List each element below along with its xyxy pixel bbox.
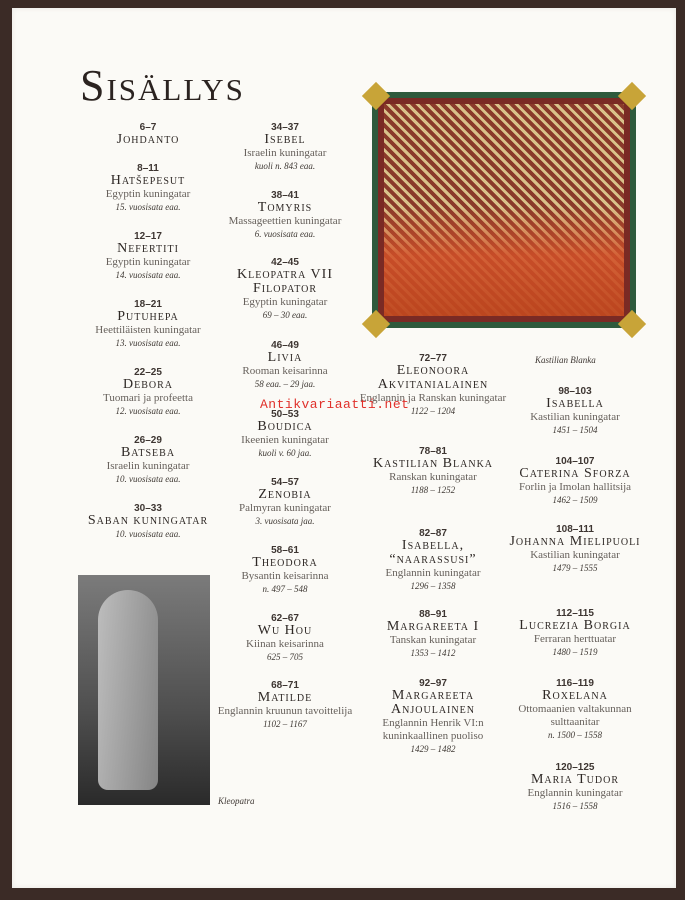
entry-dates: 1296 – 1358 bbox=[410, 581, 456, 591]
page-range: 88–91 bbox=[419, 609, 447, 620]
toc-entry bbox=[68, 503, 228, 540]
entry-dates: 1462 – 1509 bbox=[552, 495, 598, 505]
page-range: 58–61 bbox=[271, 545, 299, 556]
entry-name: Johdanto bbox=[116, 132, 180, 147]
entry-name: Nefertiti bbox=[117, 241, 179, 256]
entry-name: Margareeta I bbox=[386, 619, 480, 634]
caption-kleopatra: Kleopatra bbox=[218, 796, 255, 806]
toc-entry bbox=[500, 608, 650, 658]
entry-dates: 1188 – 1252 bbox=[410, 485, 456, 495]
entry-dates: 1480 – 1519 bbox=[552, 647, 598, 657]
watermark: Antikvariaatti.net bbox=[260, 397, 410, 412]
entry-name: Kleopatra VII Filopator bbox=[237, 267, 333, 296]
toc-entry bbox=[210, 680, 360, 730]
page-range: 104–107 bbox=[555, 456, 595, 467]
entry-description: Englannin ja Ranskan kuningatar bbox=[359, 392, 507, 404]
entry-dates: 1429 – 1482 bbox=[410, 744, 456, 754]
entry-dates: kuoli v. 60 jaa. bbox=[258, 448, 312, 458]
entry-name: Margareeta Anjoulainen bbox=[391, 688, 475, 717]
toc-entry bbox=[68, 122, 228, 147]
page-range: 54–57 bbox=[271, 477, 299, 488]
entry-dates: 625 – 705 bbox=[267, 652, 303, 662]
entry-dates: 15. vuosisata eaa. bbox=[115, 202, 181, 212]
entry-dates: 69 – 30 eaa. bbox=[262, 310, 308, 320]
entry-description: Englannin kruunun tavoittelija bbox=[217, 705, 353, 717]
page-range: 78–81 bbox=[419, 446, 447, 457]
page-range: 6–7 bbox=[139, 122, 157, 133]
entry-dates: 10. vuosisata eaa. bbox=[115, 474, 181, 484]
entry-name: Isabella bbox=[546, 396, 604, 411]
entry-description: Egyptin kuningatar bbox=[242, 296, 328, 308]
entry-name: Saban kuningatar bbox=[87, 513, 209, 528]
page-range: 108–111 bbox=[556, 524, 594, 535]
page-range: 116–119 bbox=[556, 678, 594, 689]
toc-entry bbox=[210, 340, 360, 390]
entry-dates: 58 eaa. – 29 jaa. bbox=[254, 379, 316, 389]
toc-entry bbox=[358, 609, 508, 659]
entry-name: Isebel bbox=[264, 132, 306, 147]
illustration-figure bbox=[98, 590, 158, 790]
toc-entry bbox=[358, 528, 508, 592]
entry-dates: 10. vuosisata eaa. bbox=[115, 529, 181, 539]
entry-name: Matilde bbox=[257, 690, 313, 705]
entry-description: Englannin kuningatar bbox=[385, 567, 481, 579]
entry-description: Ottomaanien valtakunnan sulttaanitar bbox=[518, 703, 632, 728]
entry-description: Egyptin kuningatar bbox=[105, 188, 191, 200]
toc-entry bbox=[500, 524, 650, 574]
page-range: 18–21 bbox=[134, 299, 162, 310]
page-title: Sisällys bbox=[80, 61, 245, 110]
toc-entry bbox=[68, 367, 228, 417]
page-range: 98–103 bbox=[558, 386, 592, 397]
entry-name: Maria Tudor bbox=[530, 772, 620, 787]
entry-name: Tomyris bbox=[257, 200, 313, 215]
page-range: 42–45 bbox=[271, 257, 299, 268]
entry-description: Ranskan kuningatar bbox=[389, 471, 477, 483]
toc-entry bbox=[500, 762, 650, 812]
toc-entry bbox=[68, 299, 228, 349]
entry-name: Theodora bbox=[252, 555, 318, 570]
toc-entry bbox=[68, 435, 228, 485]
page-range: 38–41 bbox=[271, 190, 299, 201]
page-range: 50–53 bbox=[271, 409, 299, 420]
toc-entry bbox=[358, 678, 508, 755]
page-range: 72–77 bbox=[419, 353, 447, 364]
entry-description: Tanskan kuningatar bbox=[389, 634, 477, 646]
entry-description: Israelin kuningatar bbox=[106, 460, 190, 472]
entry-description: Heettiläisten kuningatar bbox=[95, 324, 201, 336]
entry-dates: n. 497 – 548 bbox=[262, 584, 308, 594]
illustration-blanka bbox=[372, 92, 636, 328]
entry-name: Zenobia bbox=[258, 487, 312, 502]
page-range: 62–67 bbox=[271, 613, 299, 624]
page-range: 46–49 bbox=[271, 340, 299, 351]
entry-dates: 6. vuosisata eaa. bbox=[254, 229, 316, 239]
toc-entry bbox=[210, 257, 360, 321]
entry-name: Kastilian Blanka bbox=[372, 456, 494, 471]
entry-name: Batseba bbox=[120, 445, 176, 460]
entry-dates: 1353 – 1412 bbox=[410, 648, 456, 658]
entry-dates: n. 1500 – 1558 bbox=[548, 730, 602, 740]
entry-name: Roxelana bbox=[542, 688, 608, 703]
entry-name: Debora bbox=[122, 377, 173, 392]
entry-description: Israelin kuningatar bbox=[243, 147, 327, 159]
toc-entry bbox=[68, 231, 228, 281]
caption-blanka: Kastilian Blanka bbox=[535, 355, 596, 365]
entry-name: Hatšepesut bbox=[110, 173, 186, 188]
toc-entry bbox=[210, 122, 360, 172]
entry-name: Livia bbox=[267, 350, 303, 365]
page-range: 8–11 bbox=[137, 163, 159, 174]
entry-description: Englannin Henrik VI:n kuninkaallinen puoliso bbox=[382, 717, 484, 742]
entry-dates: 1451 – 1504 bbox=[552, 425, 598, 435]
page-range: 22–25 bbox=[134, 367, 162, 378]
entry-description: Forlin ja Imolan hallitsija bbox=[518, 481, 632, 493]
toc-entry bbox=[500, 678, 650, 741]
entry-name: Johanna Mielipuoli bbox=[509, 534, 641, 549]
toc-entry bbox=[500, 456, 650, 506]
page-range: 68–71 bbox=[271, 680, 299, 691]
toc-entry bbox=[500, 386, 650, 436]
entry-name: Eleonoora Akvitanialainen bbox=[377, 363, 489, 392]
toc-entry bbox=[210, 409, 360, 459]
toc-entry bbox=[210, 545, 360, 595]
entry-description: Palmyran kuningatar bbox=[239, 502, 331, 514]
entry-name: Isabella, “naarassusi” bbox=[389, 538, 477, 567]
entry-dates: 12. vuosisata eaa. bbox=[115, 406, 181, 416]
entry-description: Kiinan keisarinna bbox=[246, 638, 324, 650]
toc-entry bbox=[68, 163, 228, 213]
entry-name: Putuhepa bbox=[117, 309, 179, 324]
page-range: 112–115 bbox=[556, 608, 594, 619]
entry-dates: 1122 – 1204 bbox=[410, 406, 456, 416]
page-range: 26–29 bbox=[134, 435, 162, 446]
entry-dates: 14. vuosisata eaa. bbox=[115, 270, 181, 280]
page-range: 34–37 bbox=[271, 122, 299, 133]
page-range: 30–33 bbox=[134, 503, 162, 514]
entry-name: Boudica bbox=[257, 419, 313, 434]
entry-dates: 1479 – 1555 bbox=[552, 563, 598, 573]
entry-description: Bysantin keisarinna bbox=[241, 570, 329, 582]
toc-entry bbox=[210, 477, 360, 527]
illustration-scene bbox=[384, 206, 624, 316]
page-range: 12–17 bbox=[134, 231, 162, 242]
entry-dates: 3. vuosisata jaa. bbox=[255, 516, 315, 526]
entry-name: Caterina Sforza bbox=[519, 466, 631, 481]
entry-dates: 1516 – 1558 bbox=[552, 801, 598, 811]
entry-description: Rooman keisarinna bbox=[242, 365, 328, 377]
entry-name: Wu Hou bbox=[257, 623, 313, 638]
page-range: 92–97 bbox=[419, 678, 447, 689]
illustration-kleopatra bbox=[78, 575, 210, 805]
toc-entry bbox=[358, 446, 508, 496]
entry-dates: 13. vuosisata eaa. bbox=[115, 338, 181, 348]
entry-dates: kuoli n. 843 eaa. bbox=[254, 161, 316, 171]
page-range: 82–87 bbox=[419, 528, 447, 539]
entry-description: Kastilian kuningatar bbox=[530, 411, 620, 423]
entry-description: Ikeenien kuningatar bbox=[241, 434, 329, 446]
entry-description: Ferraran herttuatar bbox=[533, 633, 617, 645]
toc-entry bbox=[210, 190, 360, 240]
entry-description: Massageettien kuningatar bbox=[228, 215, 342, 227]
page-range: 120–125 bbox=[555, 762, 595, 773]
entry-description: Englannin kuningatar bbox=[527, 787, 623, 799]
entry-description: Tuomari ja profeetta bbox=[102, 392, 193, 404]
entry-dates: 1102 – 1167 bbox=[263, 719, 307, 729]
toc-entry bbox=[210, 613, 360, 663]
entry-description: Egyptin kuningatar bbox=[105, 256, 191, 268]
entry-name: Lucrezia Borgia bbox=[519, 618, 631, 633]
entry-description: Kastilian kuningatar bbox=[530, 549, 620, 561]
